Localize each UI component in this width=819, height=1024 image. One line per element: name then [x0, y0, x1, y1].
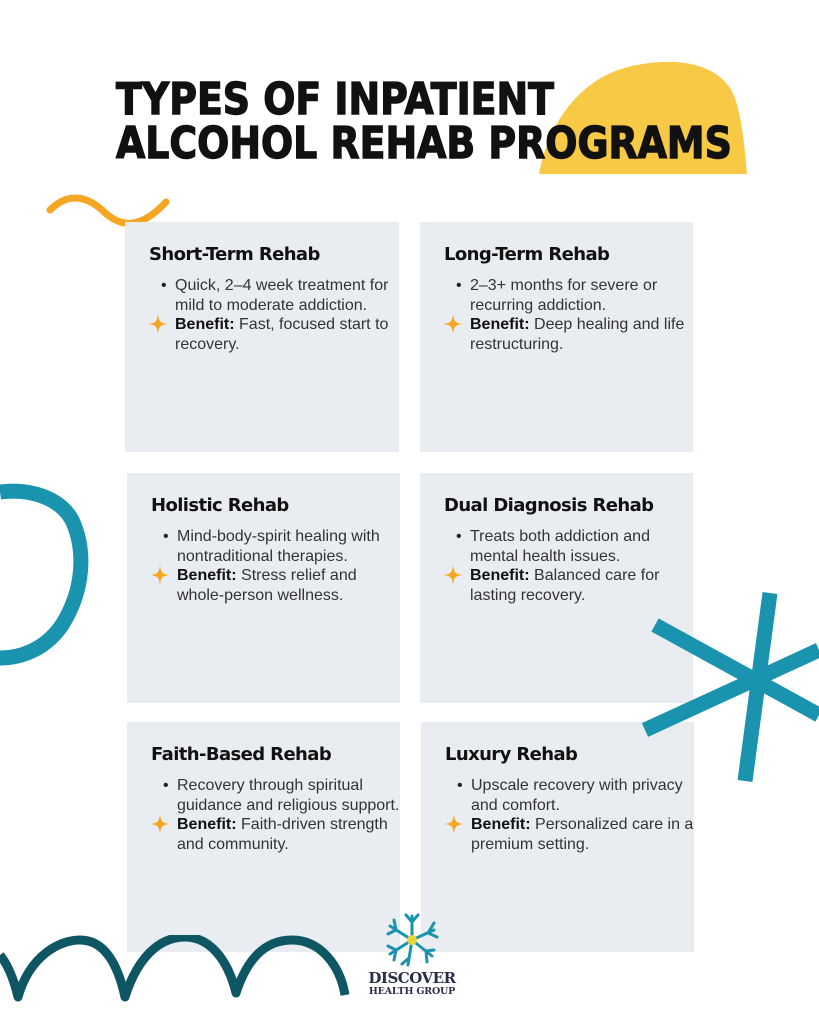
bullet-icon: •	[456, 528, 462, 545]
logo-name: DISCOVER	[368, 969, 456, 987]
benefit-text: Faith-driven strength and community.	[177, 816, 388, 853]
card-short-term-rehab	[125, 222, 399, 452]
bullet-icon: •	[456, 277, 462, 294]
neuron-logo-icon	[382, 910, 442, 970]
card-long-term-rehab	[420, 222, 693, 452]
title-line-1: TYPES OF INPATIENT	[116, 74, 554, 125]
four-point-star-icon	[442, 313, 464, 335]
title-line-2: ALCOHOL REHAB PROGRAMS	[116, 118, 732, 169]
four-point-star-icon	[149, 564, 171, 586]
card-heading: Luxury Rehab	[445, 744, 578, 765]
benefit-text: Deep healing and life restructuring.	[470, 316, 685, 353]
page-title	[116, 74, 732, 169]
bullet-icon: •	[163, 528, 169, 545]
benefit-label: Benefit:	[175, 316, 235, 333]
benefit-label: Benefit:	[177, 567, 237, 584]
card-description: Upscale recovery with privacy and comfort.	[471, 777, 683, 814]
card-heading: Short-Term Rehab	[149, 244, 320, 265]
four-point-star-icon	[443, 813, 465, 835]
teal-ring-decoration	[0, 470, 100, 670]
benefit-text: Balanced care for lasting recovery.	[470, 567, 660, 604]
card-description: Treats both addiction and mental health issues.	[470, 528, 650, 565]
card-description: Quick, 2–4 week treatment for mild to moderate addiction.	[175, 277, 389, 314]
discover-health-group-logo	[357, 910, 467, 998]
bullet-icon: •	[163, 777, 169, 794]
benefit-text: Fast, focused start to recovery.	[175, 316, 389, 353]
card-description: 2–3+ months for severe or recurring addiction.	[470, 277, 658, 314]
logo-subtitle: HEALTH GROUP	[368, 986, 456, 997]
benefit-label: Benefit:	[470, 316, 530, 333]
benefit-label: Benefit:	[177, 816, 237, 833]
dark-teal-arches-decoration	[0, 935, 360, 1015]
four-point-star-icon	[149, 813, 171, 835]
card-description: Recovery through spiritual guidance and religious support.	[177, 777, 400, 814]
card-heading: Long-Term Rehab	[444, 244, 610, 265]
benefit-label: Benefit:	[470, 567, 530, 584]
card-description: Mind-body-spirit healing with nontraditional therapies.	[177, 528, 380, 565]
card-holistic-rehab	[127, 473, 400, 703]
four-point-star-icon	[442, 564, 464, 586]
teal-asterisk-decoration	[635, 585, 819, 785]
bullet-icon: •	[161, 277, 167, 294]
four-point-star-icon	[147, 313, 169, 335]
benefit-text: Stress relief and whole-person wellness.	[177, 567, 357, 604]
benefit-text: Personalized care in a premium setting.	[471, 816, 694, 853]
bullet-icon: •	[457, 777, 463, 794]
card-heading: Faith-Based Rehab	[151, 744, 332, 765]
benefit-label: Benefit:	[471, 816, 531, 833]
card-heading: Dual Diagnosis Rehab	[444, 495, 654, 516]
card-heading: Holistic Rehab	[151, 495, 289, 516]
